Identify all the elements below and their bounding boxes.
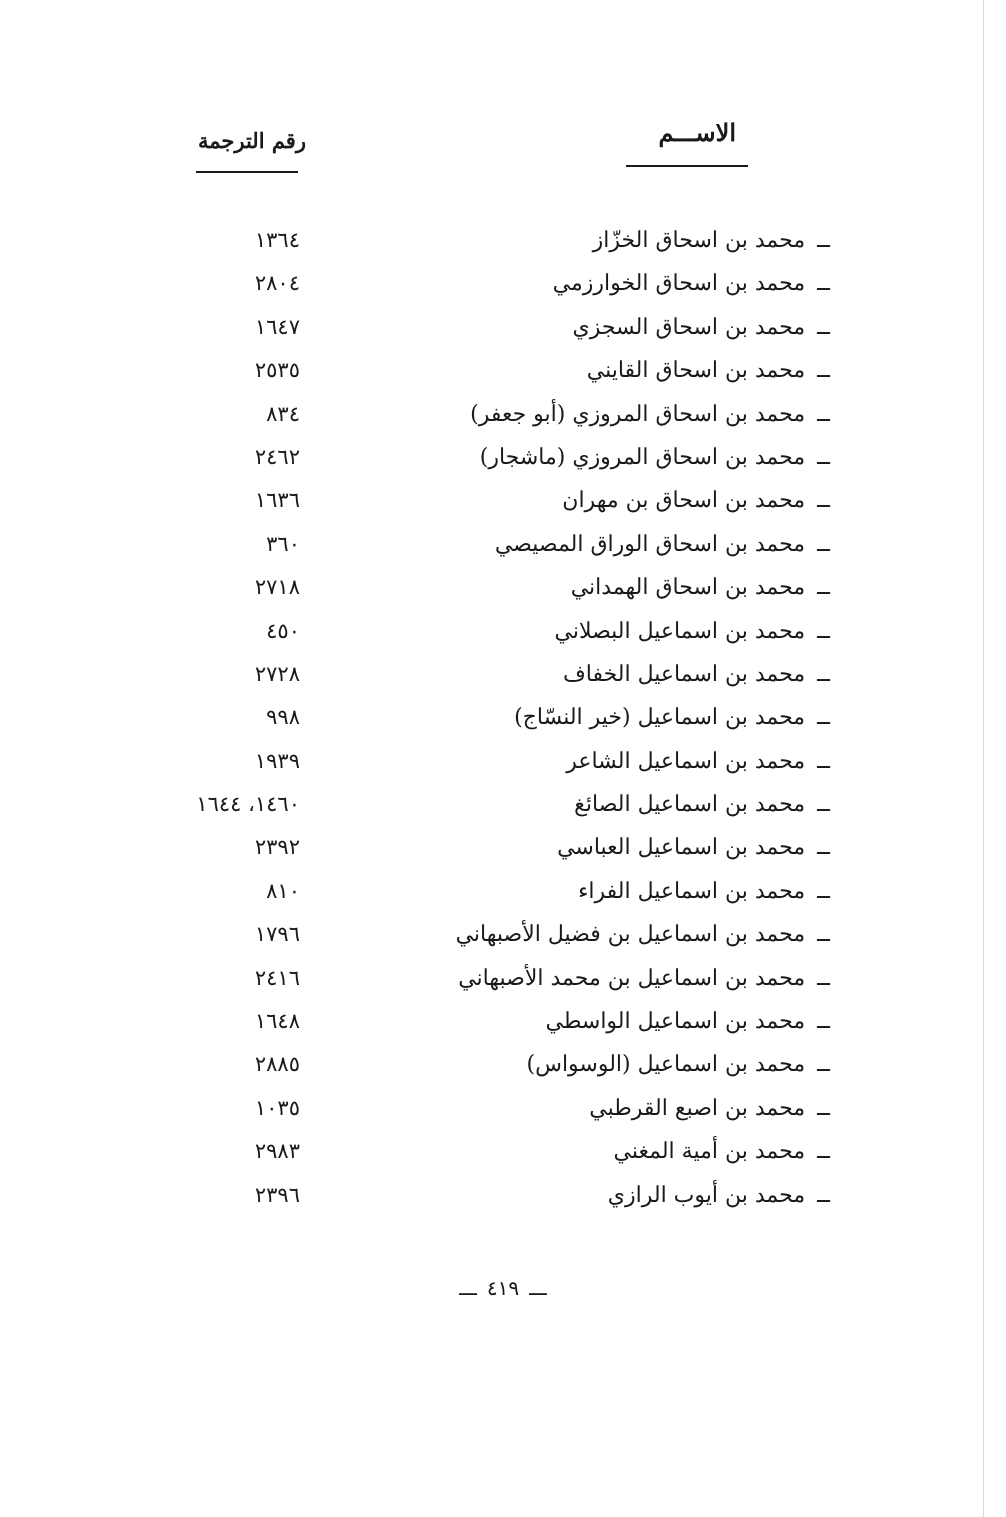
entry-number: ٢٩٨٣ (254, 1139, 300, 1164)
index-row (0, 653, 1006, 696)
entry-dash: ــ (817, 575, 830, 601)
index-row (0, 957, 1006, 1000)
entry-number: ١٠٣٥ (254, 1095, 300, 1120)
entry-name-cell (589, 1087, 830, 1130)
entry-number: ٢٥٣٥ (254, 358, 300, 383)
entry-name: محمد بن اسماعيل بن فضيل الأصبهاني (455, 922, 806, 948)
entry-number: ٢٤٦٢ (254, 444, 300, 469)
index-row (0, 1000, 1006, 1043)
index-row (0, 566, 1006, 609)
entry-name: محمد بن اسحاق الهمداني (570, 575, 806, 601)
entry-number: ٢٧١٨ (254, 575, 300, 600)
entry-name: محمد بن اسماعيل الخفاف (562, 661, 806, 687)
entry-name-cell (574, 783, 830, 826)
entry-name: محمد بن اسماعيل (خير النسّاج) (514, 705, 806, 731)
page-number: ٤١٩ (486, 1276, 520, 1300)
entry-name-cell (608, 1174, 830, 1217)
entry-number: ٢٧٢٨ (254, 661, 300, 686)
index-row (0, 219, 1006, 262)
entry-number: ١٧٩٦ (254, 922, 300, 947)
entry-name: محمد بن اسماعيل الفراء (578, 878, 806, 904)
index-row (0, 1130, 1006, 1173)
entry-name-cell (546, 1000, 831, 1043)
index-row (0, 783, 1006, 826)
entry-name: محمد بن اسماعيل العباسي (557, 835, 806, 861)
entry-name-cell (587, 349, 830, 392)
index-row (0, 523, 1006, 566)
entry-dash: ــ (817, 488, 830, 514)
index-row (0, 1087, 1006, 1130)
entry-number: ١٣٦٤ (254, 228, 300, 252)
index-row (0, 262, 1006, 305)
index-row (0, 306, 1006, 349)
index-row (0, 870, 1006, 913)
number-column-header: رقم الترجمة (197, 128, 306, 153)
entry-number: ٣٦٠ (266, 531, 300, 556)
entry-name: محمد بن اسحاق القايني (586, 358, 806, 384)
entry-name-cell (458, 957, 830, 1000)
entry-dash: ــ (817, 618, 830, 644)
entry-name: محمد بن اسماعيل البصلاني (554, 618, 806, 644)
entry-name: محمد بن أيوب الرازي (607, 1182, 806, 1208)
footer-dash-right: ـــ (529, 1276, 547, 1300)
index-row (0, 610, 1006, 653)
name-header-underline (626, 165, 748, 167)
entry-name-cell (480, 436, 830, 479)
entry-dash: ــ (817, 965, 830, 991)
entry-name: محمد بن اسحاق بن مهران (562, 488, 806, 514)
entry-name-cell (553, 262, 830, 305)
entry-name-cell (578, 870, 830, 913)
entry-number: ٢٨٨٥ (254, 1052, 300, 1077)
entry-number: ٢٤١٦ (254, 965, 300, 990)
entry-name-cell (562, 479, 830, 522)
entry-name: محمد بن اسماعيل (الوسواس) (526, 1052, 806, 1078)
index-row (0, 436, 1006, 479)
entry-name-cell (593, 219, 830, 262)
entry-dash: ــ (817, 358, 830, 384)
footer-dash-left: ـــ (459, 1276, 477, 1300)
entry-number: ١٦٤٧ (254, 314, 300, 339)
entry-number: ٩٩٨ (266, 705, 300, 730)
entry-name-cell (572, 306, 830, 349)
index-row (0, 349, 1006, 392)
entry-dash: ــ (817, 1052, 830, 1078)
index-row (0, 696, 1006, 739)
entry-name: محمد بن اسحاق الخزّاز (592, 228, 806, 253)
entry-name-cell (456, 913, 830, 956)
index-row (0, 826, 1006, 869)
entry-name: محمد بن اصبع القرطبي (589, 1095, 806, 1121)
index-row (0, 479, 1006, 522)
entry-dash: ــ (817, 314, 830, 340)
entry-dash: ــ (817, 705, 830, 731)
entry-name: محمد بن اسماعيل الشاعر (566, 748, 806, 774)
entry-number: ٨١٠ (266, 878, 300, 903)
number-header-underline (196, 171, 298, 173)
entry-name-cell (554, 610, 830, 653)
index-row (0, 1043, 1006, 1086)
entry-name: محمد بن اسحاق المروزي (أبو جعفر) (470, 401, 806, 427)
entry-name-cell (527, 1043, 831, 1086)
entry-name: محمد بن اسحاق المروزي (ماشجار) (479, 444, 806, 470)
name-column-header: الاســـم (658, 118, 736, 147)
entry-dash: ــ (817, 748, 830, 774)
entry-name-cell (563, 653, 830, 696)
entry-number: ١٦٣٦ (254, 488, 300, 513)
entry-number: ٤٥٠ (266, 618, 300, 643)
entry-dash: ــ (817, 922, 830, 948)
entry-name: محمد بن اسماعيل الصائغ (574, 792, 806, 818)
entry-name-cell (614, 1130, 830, 1173)
entry-number: ٢٣٩٦ (254, 1182, 300, 1207)
index-entries (0, 219, 1006, 1217)
entry-name: محمد بن اسحاق السجزي (572, 314, 806, 340)
index-row (0, 740, 1006, 783)
entry-number: ٢٨٠٤ (254, 271, 300, 296)
entry-dash: ــ (817, 228, 830, 253)
entry-name-cell (557, 826, 830, 869)
index-row (0, 913, 1006, 956)
entry-dash: ــ (817, 835, 830, 861)
entry-dash: ــ (817, 444, 830, 470)
entry-dash: ــ (817, 1139, 830, 1165)
entry-name-cell (495, 523, 830, 566)
entry-dash: ــ (817, 1009, 830, 1035)
entry-name-cell (514, 696, 830, 739)
entry-dash: ــ (817, 271, 830, 297)
index-row (0, 393, 1006, 436)
entry-number: ١٦٤٨ (254, 1009, 300, 1034)
entry-name: محمد بن اسماعيل الواسطي (545, 1009, 806, 1035)
entry-name-cell (571, 566, 830, 609)
entry-name-cell (566, 740, 830, 783)
entry-dash: ــ (817, 401, 830, 427)
entry-name: محمد بن اسحاق الوراق المصيصي (494, 531, 806, 557)
entry-dash: ــ (817, 878, 830, 904)
entry-dash: ــ (817, 792, 830, 818)
entry-name: محمد بن أمية المغني (613, 1139, 806, 1165)
entry-name: محمد بن اسماعيل بن محمد الأصبهاني (458, 965, 806, 991)
entry-dash: ــ (817, 1182, 830, 1208)
index-row (0, 1174, 1006, 1217)
entry-name-cell (470, 393, 830, 436)
entry-number: ١٩٣٩ (254, 748, 300, 773)
entry-number: ١٤٦٠، ١٦٤٤ (196, 792, 300, 817)
page-footer (0, 1276, 1006, 1300)
entry-number: ٢٣٩٢ (254, 835, 300, 860)
entry-dash: ــ (817, 531, 830, 557)
entry-dash: ــ (817, 661, 830, 687)
entry-number: ٨٣٤ (266, 401, 300, 426)
entry-dash: ــ (817, 1095, 830, 1121)
entry-name: محمد بن اسحاق الخوارزمي (552, 271, 806, 297)
